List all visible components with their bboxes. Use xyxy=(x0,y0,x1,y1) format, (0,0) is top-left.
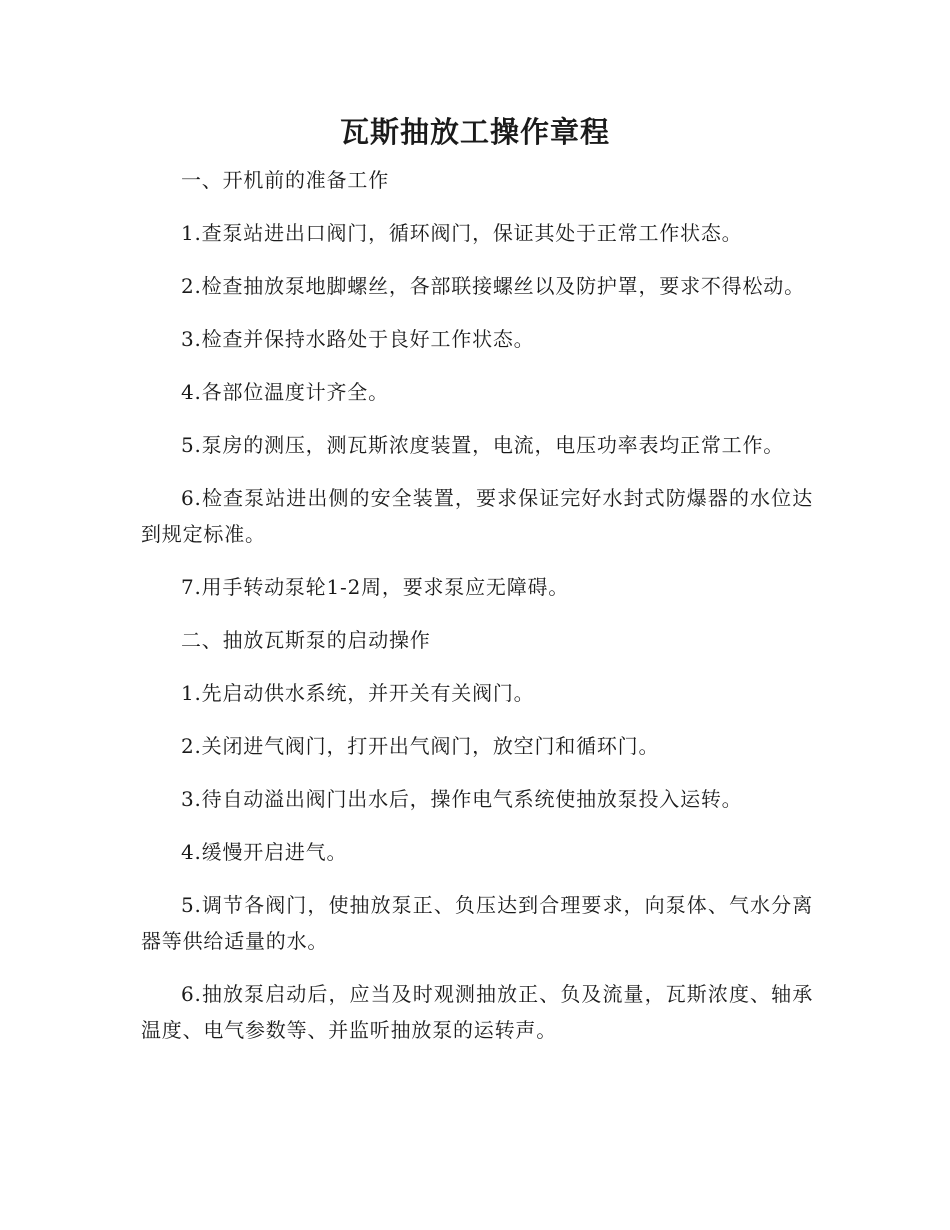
section-heading-2: 二、抽放瓦斯泵的启动操作 xyxy=(181,628,431,652)
paragraph: 6.检查泵站进出侧的安全装置，要求保证完好水封式防爆器的水位达到规定标准。 xyxy=(141,486,813,546)
paragraph: 5.调节各阀门，使抽放泵正、负压达到合理要求，向泵体、气水分离器等供给适量的水。 xyxy=(141,893,813,953)
paragraph: 2.关闭进气阀门，打开出气阀门，放空门和循环门。 xyxy=(181,734,660,758)
paragraph: 3.检查并保持水路处于良好工作状态。 xyxy=(181,327,535,351)
paragraph: 2.检查抽放泵地脚螺丝，各部联接螺丝以及防护罩，要求不得松动。 xyxy=(181,274,805,298)
paragraph: 4.各部位温度计齐全。 xyxy=(181,380,389,404)
section-heading-1: 一、开机前的准备工作 xyxy=(181,168,389,192)
paragraph: 1.查泵站进出口阀门，循环阀门，保证其处于正常工作状态。 xyxy=(181,221,743,245)
paragraph: 6.抽放泵启动后，应当及时观测抽放正、负及流量，瓦斯浓度、轴承温度、电气参数等、并监听抽放泵的运转声。 xyxy=(141,982,813,1042)
paragraph: 3.待自动溢出阀门出水后，操作电气系统使抽放泵投入运转。 xyxy=(181,787,743,811)
document-body xyxy=(141,162,813,1065)
paragraph: 1.先启动供水系统，并开关有关阀门。 xyxy=(181,681,535,705)
paragraph: 4.缓慢开启进气。 xyxy=(181,840,348,864)
document-title: 瓦斯抽放工操作章程 xyxy=(339,115,610,149)
paragraph: 7.用手转动泵轮1-2周，要求泵应无障碍。 xyxy=(181,575,570,599)
paragraph: 5.泵房的测压，测瓦斯浓度装置，电流，电压功率表均正常工作。 xyxy=(181,433,785,457)
